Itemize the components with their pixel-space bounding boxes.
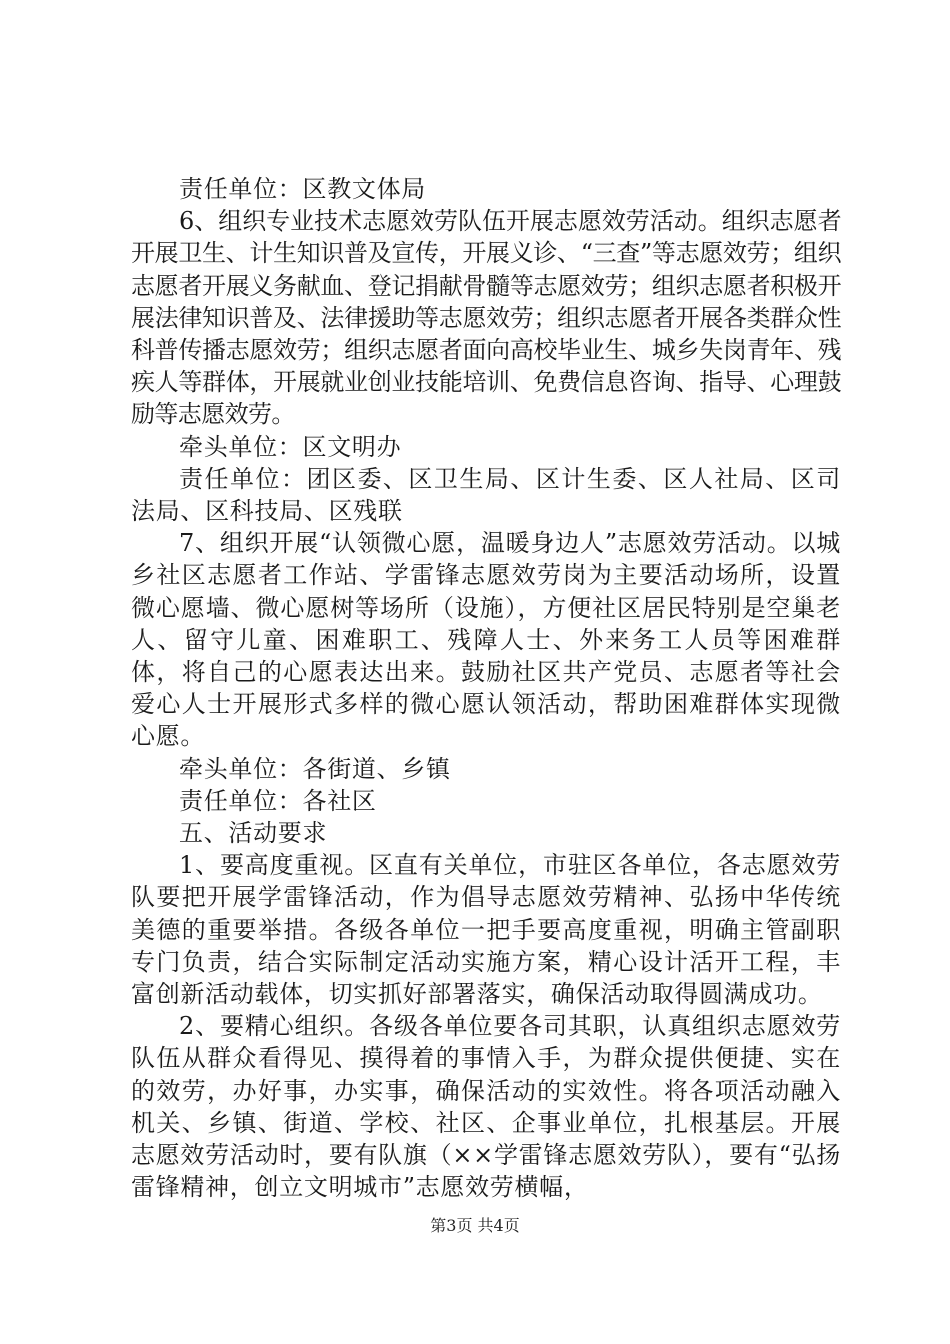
paragraph-responsible-unit-communities: 责任单位：各社区 <box>179 786 377 815</box>
paragraph-item-7-micro-wishes: 7、组织开展“认领微心愿，温暖身边人”志愿效劳活动。以城乡社区志愿者工作站、学雷锋志愿效劳岗为主要活动场所，设置微心愿墙、微心愿树等场所（设施），方便社区居民特别是空巢老人、留守儿童、困难职工、残障人士、外来务工人员等困难群体，将自己的心愿表达出来。鼓励社区共产党员、志愿者等社会爱心人士开展形式多样的微心愿认领活动，帮助困难群体实现微心愿。 <box>131 529 841 751</box>
paragraph-lead-unit-streets-towns: 牵头单位：各街道、乡镇 <box>179 754 451 783</box>
paragraph-item-6-professional-volunteers: 6、组织专业技术志愿效劳队伍开展志愿效劳活动。组织志愿者开展卫生、计生知识普及宣传，开展义诊、“三查”等志愿效劳；组织志愿者开展义务献血、登记捐献骨髓等志愿效劳；组织志愿者积极开展法律知识普及、法律援助等志愿效劳；组织志愿者开展各类群众性科普传播志愿效劳；组织志愿者面向高校毕业生、城乡失岗青年、残疾人等群体，开展就业创业技能培训、免费信息咨询、指导、心理鼓励等志愿效劳。 <box>131 207 841 429</box>
page-footer: 第3页 共4页 <box>430 1216 520 1235</box>
paragraph-responsible-unit-education: 责任单位：区教文体局 <box>179 175 426 203</box>
paragraph-lead-unit-civilization-office: 牵头单位：区文明办 <box>179 432 402 461</box>
paragraph-responsible-units-item-6: 责任单位：团区委、区卫生局、区计生委、区人社局、区司法局、区科技局、区残联 <box>131 464 841 526</box>
paragraph-requirement-2-organization: 2、要精心组织。各级各单位要各司其职，认真组织志愿效劳队伍从群众看得见、摸得着的事情入手，为群众提供便捷、实在的效劳，办好事，办实事，确保活动的实效性。将各项活动融入机关、乡镇、街道、学校、社区、企事业单位，扎根基层。开展志愿效劳活动时，要有队旗（××学雷锋志愿效劳队），要有“弘扬雷锋精神，创立文明城市”志愿效劳横幅， <box>131 1012 841 1202</box>
paragraph-requirement-1-attention: 1、要高度重视。区直有关单位，市驻区各单位，各志愿效劳队要把开展学雷锋活动，作为倡导志愿效劳精神、弘扬中华传统美德的重要举措。各级各单位一把手要高度重视，明确主管副职专门负责，结合实际制定活动实施方案，精心设计活开工程，丰富创新活动载体，切实抓好部署落实，确保活动取得圆满成功。 <box>131 851 841 1009</box>
document-body <box>131 173 841 1204</box>
section-heading-activity-requirements: 五、活动要求 <box>179 819 328 848</box>
